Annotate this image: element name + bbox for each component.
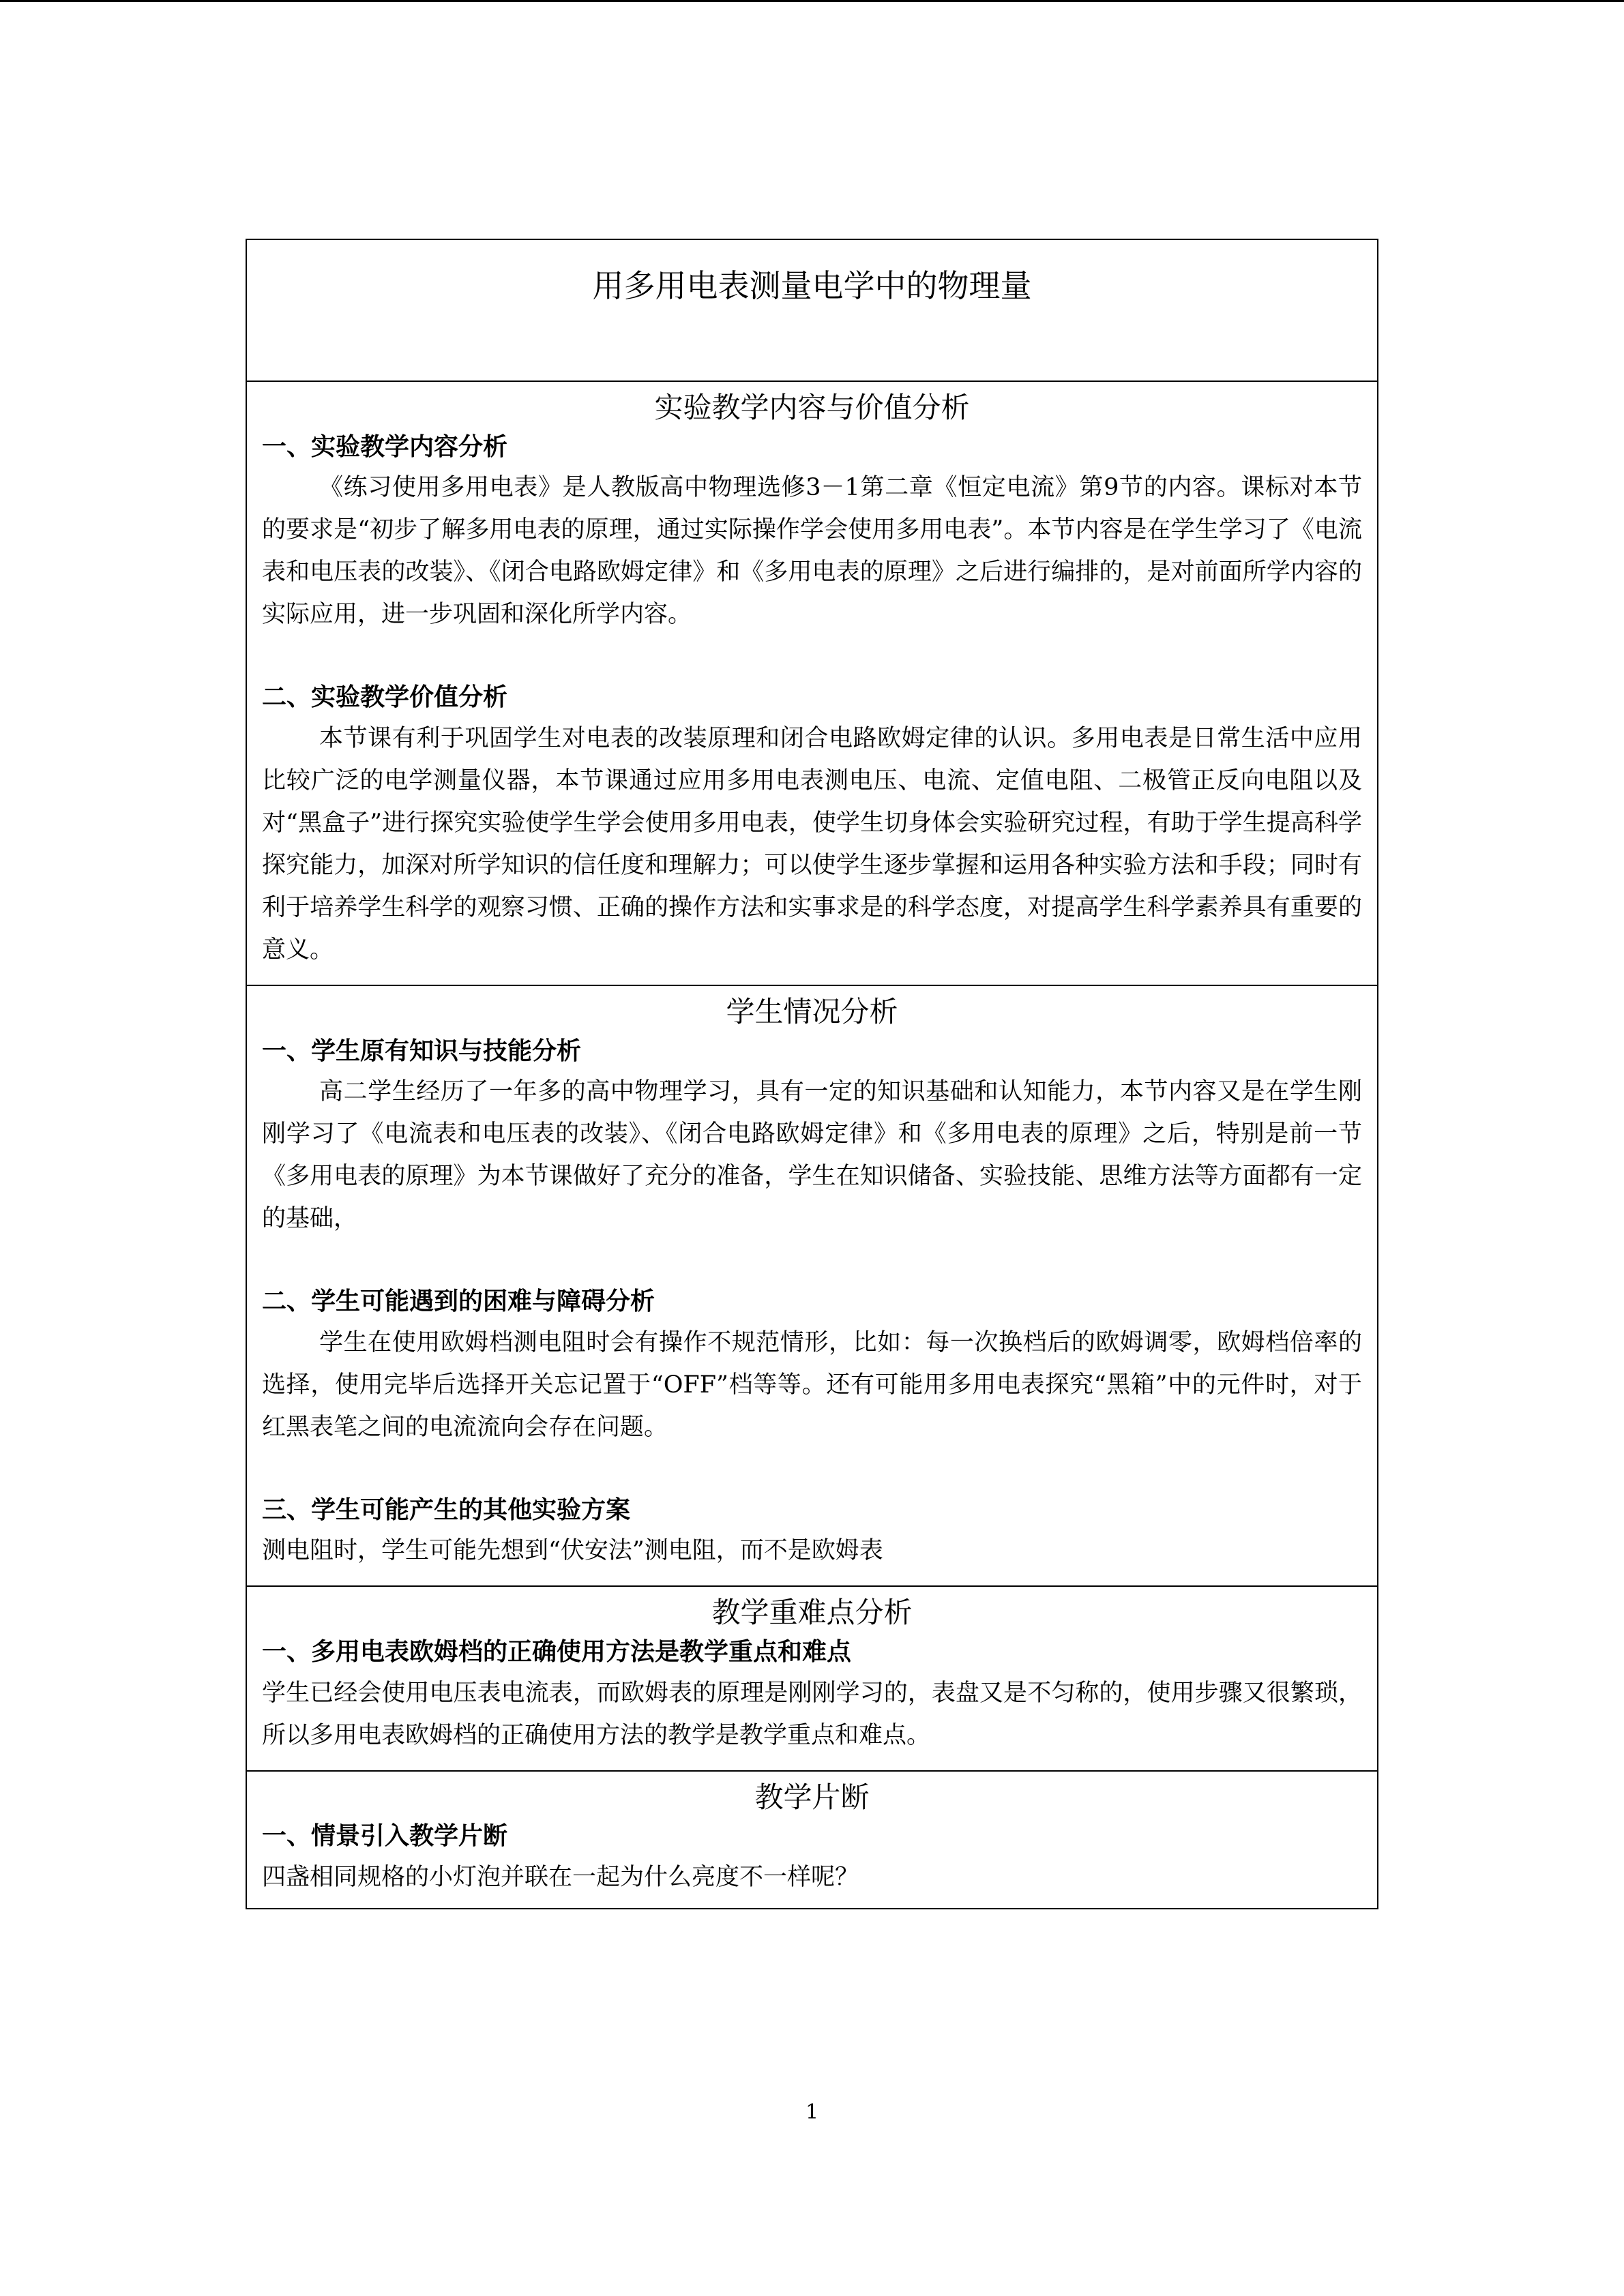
sub-heading-ohm-usage: 一、多用电表欧姆档的正确使用方法是教学重点和难点 xyxy=(262,1638,852,1667)
sub-heading-prior-knowledge: 一、学生原有知识与技能分析 xyxy=(262,1037,582,1065)
paragraph-content-analysis: 《练习使用多用电表》是人教版高中物理选修3－1第二章《恒定电流》第9节的内容。课标对本节的要求是“初步了解多用电表的原理，通过实际操作学会使用多用电表”。本节内容是在学生学习了《电流表和电压表的改装》、《闭合电路欧姆定律》和《多用电表的原理》之后进行编排的，是对前面所学内容的实际应用，进一步巩固和深化所学内容。 xyxy=(262,474,1362,629)
content-value-cell xyxy=(246,381,1378,985)
spacer xyxy=(262,636,1362,678)
sub-heading-alternative-plans: 三、学生可能产生的其他实验方案 xyxy=(262,1495,631,1524)
sub-heading-scenario-intro: 一、情景引入教学片断 xyxy=(262,1822,508,1851)
lesson-plan-table xyxy=(246,239,1378,1909)
section-heading-key-points: 教学重难点分析 xyxy=(711,1596,913,1630)
section-heading-content-value: 实验教学内容与价值分析 xyxy=(654,391,970,424)
spacer xyxy=(262,1240,1362,1282)
paragraph-value-analysis: 本节课有利于巩固学生对电表的改装原理和闭合电路欧姆定律的认识。多用电表是日常生活中应用比较广泛的电学测量仪器，本节课通过应用多用电表测电压、电流、定值电阻、二极管正反向电阻以及对“黑盒子”进行探究实验使学生学会使用多用电表，使学生切身体会实验研究过程，有助于学生提高科学探究能力，加深对所学知识的信任度和理解力；可以使学生逐步掌握和运用各种实验方法和手段；同时有利于培养学生科学的观察习惯、正确的操作方法和实事求是的科学态度，对提高学生科学素养具有重要的意义。 xyxy=(262,724,1362,964)
key-points-cell xyxy=(246,1586,1378,1770)
fragments-row xyxy=(246,1771,1378,1909)
page-top-rule xyxy=(0,0,1624,2)
paragraph-ohm-usage: 学生已经会使用电压表电流表，而欧姆表的原理是刚刚学习的，表盘又是不匀称的，使用步骤又很繁琐，所以多用电表欧姆档的正确使用方法的教学是教学重点和难点。 xyxy=(262,1679,1362,1749)
title-row xyxy=(246,239,1378,381)
student-analysis-cell xyxy=(246,985,1378,1586)
section-heading-student-analysis: 学生情况分析 xyxy=(726,994,898,1028)
paragraph-scenario-intro: 四盏相同规格的小灯泡并联在一起为什么亮度不一样呢？ xyxy=(262,1863,859,1891)
sub-heading-value-analysis: 二、实验教学价值分析 xyxy=(262,683,508,712)
fragments-cell xyxy=(246,1771,1378,1909)
key-points-row xyxy=(246,1586,1378,1770)
document-title: 用多用电表测量电学中的物理量 xyxy=(592,267,1032,304)
student-analysis-row xyxy=(246,985,1378,1586)
section-heading-fragments: 教学片断 xyxy=(754,1780,870,1814)
sub-heading-difficulties: 二、学生可能遇到的困难与障碍分析 xyxy=(262,1287,655,1316)
title-cell xyxy=(246,239,1378,381)
sub-heading-content-analysis: 一、实验教学内容分析 xyxy=(262,432,508,461)
paragraph-prior-knowledge: 高二学生经历了一年多的高中物理学习，具有一定的知识基础和认知能力，本节内容又是在学生刚刚学习了《电流表和电压表的改装》、《闭合电路欧姆定律》和《多用电表的原理》之后，特别是前一节《多用电表的原理》为本节课做好了充分的准备，学生在知识储备、实验技能、思维方法等方面都有一定的基础， xyxy=(262,1078,1362,1233)
paragraph-alternative-plans: 测电阻时，学生可能先想到“伏安法”测电阻，而不是欧姆表 xyxy=(262,1537,883,1565)
paragraph-difficulties: 学生在使用欧姆档测电阻时会有操作不规范情形，比如：每一次换档后的欧姆调零，欧姆档倍率的选择，使用完毕后选择开关忘记置于“OFF”档等等。还有可能用多用电表探究“黑箱”中的元件时，对于红黑表笔之间的电流流向会存在问题。 xyxy=(262,1328,1362,1441)
page-number: 1 xyxy=(805,2100,819,2124)
spacer xyxy=(262,1448,1362,1491)
content-value-row xyxy=(246,381,1378,985)
